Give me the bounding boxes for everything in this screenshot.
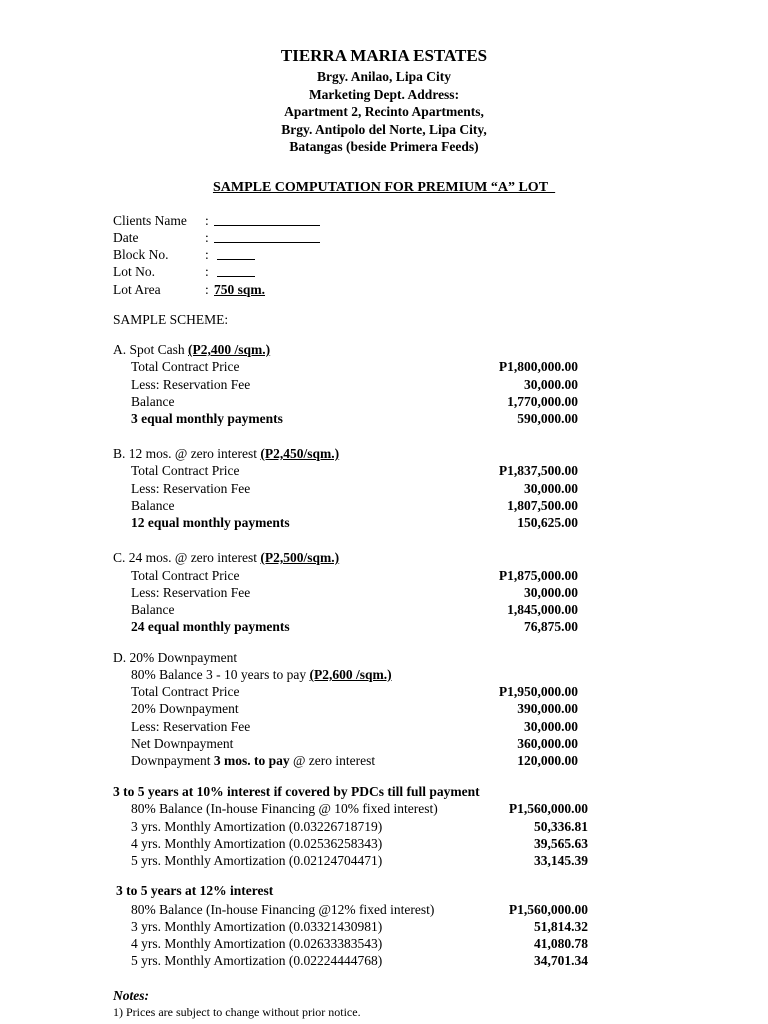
scheme-d-row-label: Total Contract Price	[131, 684, 240, 699]
scheme-b-row-label: Less: Reservation Fee	[131, 481, 251, 496]
sample-scheme-label: SAMPLE SCHEME:	[113, 312, 229, 327]
scheme-b-row-amount: 150,625.00	[517, 515, 578, 530]
financing-12-title: 3 to 5 years at 12% interest	[116, 883, 274, 898]
note-item: 1) Prices are subject to change without prior notice.	[113, 1005, 361, 1019]
scheme-c-row-label: Balance	[131, 602, 175, 617]
scheme-a-row-amount: 1,770,000.00	[507, 394, 578, 409]
date-label: Date	[113, 230, 139, 245]
financing-12-row-label: 4 yrs. Monthly Amortization (0.02633383543)	[131, 936, 383, 951]
clients-name-label: Clients Name	[113, 213, 187, 228]
financing-12-row-amount: 34,701.34	[534, 953, 588, 968]
scheme-c-rate: (P2,500/sqm.)	[260, 550, 340, 565]
scheme-b-title: B. 12 mos. @ zero interest (P2,450/sqm.)	[113, 446, 340, 461]
lot-area-value: 750 sqm.	[214, 282, 266, 297]
computation-heading: SAMPLE COMPUTATION FOR PREMIUM “A” LOT_	[212, 180, 556, 195]
scheme-d-rate: (P2,600 /sqm.)	[309, 667, 392, 682]
scheme-d-row-amount: 390,000.00	[517, 701, 578, 716]
lot-no-label: Lot No.	[113, 264, 155, 279]
scheme-b-row-amount: 30,000.00	[524, 481, 578, 496]
financing-12-row-amount: P1,560,000.00	[508, 902, 588, 917]
scheme-b-row-amount: 1,807,500.00	[507, 498, 578, 513]
scheme-c-title: C. 24 mos. @ zero interest (P2,500/sqm.)	[113, 550, 340, 565]
financing-12-row-label: 5 yrs. Monthly Amortization (0.02224444768)	[131, 953, 383, 968]
block-no-blank	[217, 246, 255, 264]
scheme-b-rate: (P2,450/sqm.)	[260, 446, 340, 461]
financing-10-row-amount: 33,145.39	[534, 853, 588, 868]
scheme-c-row-amount: P1,875,000.00	[498, 568, 578, 583]
scheme-d-row-amount: P1,950,000.00	[498, 684, 578, 699]
scheme-d-row-amount: 360,000.00	[517, 736, 578, 751]
financing-12-row-amount: 41,080.78	[534, 936, 588, 951]
colon: :	[205, 264, 209, 279]
date-blank	[214, 229, 320, 247]
company-header	[0, 44, 768, 156]
colon: :	[205, 247, 209, 262]
scheme-a-row-label: Total Contract Price	[131, 359, 240, 374]
colon: :	[205, 230, 209, 245]
lot-area-label: Lot Area	[113, 282, 161, 297]
block-no-label: Block No.	[113, 247, 169, 262]
colon: :	[205, 282, 209, 297]
scheme-a-row-label: Less: Reservation Fee	[131, 377, 251, 392]
scheme-b-row-label: Balance	[131, 498, 175, 513]
scheme-a-row-label: 3 equal monthly payments	[131, 411, 283, 426]
financing-10-row-amount: 50,336.81	[534, 819, 588, 834]
scheme-d-downpayment-amount: 120,000.00	[517, 753, 578, 768]
address-line-4: Brgy. Antipolo del Norte, Lipa City,	[281, 121, 487, 137]
colon: :	[205, 213, 209, 228]
financing-10-title: 3 to 5 years at 10% interest if covered by PDCs till full payment	[113, 784, 480, 799]
financing-10-row-label: 3 yrs. Monthly Amortization (0.03226718719)	[131, 819, 383, 834]
financing-10-row-label: 4 yrs. Monthly Amortization (0.02536258343)	[131, 836, 383, 851]
company-name: TIERRA MARIA ESTATES	[280, 46, 488, 65]
scheme-c-row-amount: 1,845,000.00	[507, 602, 578, 617]
scheme-a-title: A. Spot Cash (P2,400 /sqm.)	[113, 342, 271, 357]
lot-no-blank	[217, 263, 255, 281]
financing-10-row-label: 5 yrs. Monthly Amortization (0.02124704471)	[131, 853, 383, 868]
financing-10-row-amount: P1,560,000.00	[508, 801, 588, 816]
scheme-d-downpayment-label: Downpayment 3 mos. to pay @ zero interest	[131, 753, 376, 768]
address-line-3: Apartment 2, Recinto Apartments,	[284, 104, 484, 119]
scheme-d-row-label: Less: Reservation Fee	[131, 719, 251, 734]
financing-10-row-amount: 39,565.63	[534, 836, 588, 851]
address-line-5: Batangas (beside Primera Feeds)	[289, 139, 479, 154]
financing-12-row-amount: 51,814.32	[534, 919, 588, 934]
scheme-d-row-label: 20% Downpayment	[131, 701, 239, 716]
scheme-c-row-label: 24 equal monthly payments	[131, 619, 290, 634]
scheme-d-row-amount: 30,000.00	[524, 719, 578, 734]
address-line-1: Brgy. Anilao, Lipa City	[317, 69, 451, 84]
financing-12-row-label: 80% Balance (In-house Financing @12% fixed interest)	[131, 902, 435, 917]
scheme-b-row-amount: P1,837,500.00	[498, 463, 578, 478]
scheme-c-row-label: Total Contract Price	[131, 568, 240, 583]
scheme-b-row-label: 12 equal monthly payments	[131, 515, 290, 530]
scheme-a-row-amount: 590,000.00	[517, 411, 578, 426]
address-line-2: Marketing Dept. Address:	[308, 86, 460, 102]
scheme-d-subtitle: 80% Balance 3 - 10 years to pay (P2,600 /sqm.)	[131, 667, 392, 682]
scheme-c-row-amount: 76,875.00	[524, 619, 578, 634]
scheme-d-title: D. 20% Downpayment	[113, 650, 238, 665]
scheme-c-row-label: Less: Reservation Fee	[131, 585, 251, 600]
scheme-d-row-label: Net Downpayment	[131, 736, 234, 751]
scheme-a-row-label: Balance	[131, 394, 175, 409]
scheme-b-row-label: Total Contract Price	[131, 463, 240, 478]
notes-title: Notes:	[113, 988, 149, 1003]
financing-10-row-label: 80% Balance (In-house Financing @ 10% fixed interest)	[131, 801, 438, 816]
scheme-a-rate: (P2,400 /sqm.)	[188, 342, 271, 357]
scheme-a-row-amount: P1,800,000.00	[498, 359, 578, 374]
scheme-a-row-amount: 30,000.00	[524, 377, 578, 392]
financing-12-row-label: 3 yrs. Monthly Amortization (0.03321430981)	[131, 919, 383, 934]
clients-name-blank	[214, 212, 320, 230]
scheme-c-row-amount: 30,000.00	[524, 585, 578, 600]
